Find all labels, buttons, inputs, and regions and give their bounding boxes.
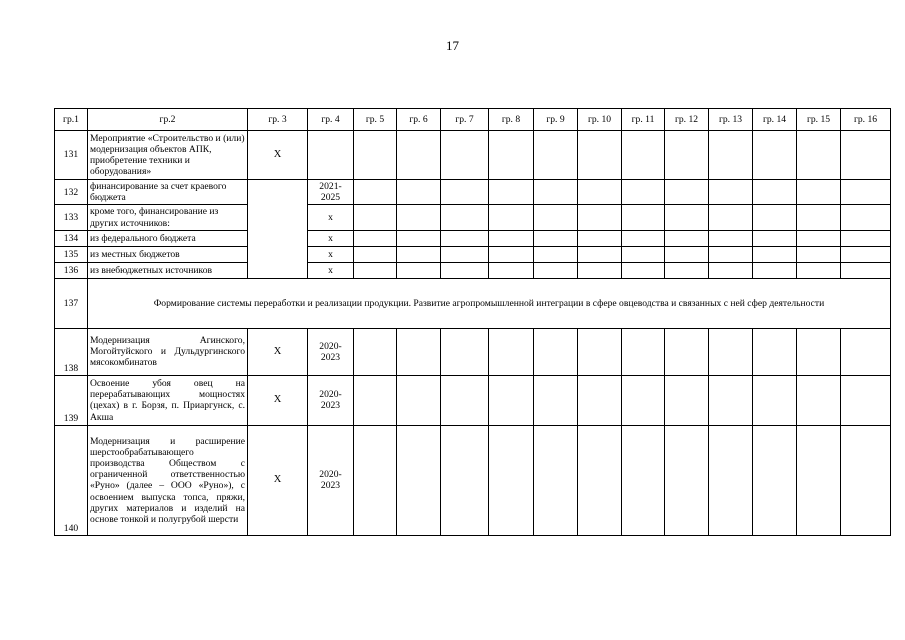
row-number: 137: [55, 278, 88, 328]
empty-cell: [753, 262, 797, 278]
row-number: 140: [55, 425, 88, 535]
empty-cell: [709, 328, 753, 375]
empty-cell: [622, 230, 665, 246]
header-cell: гр. 12: [665, 109, 709, 131]
empty-cell: [397, 375, 441, 425]
table-row: [55, 375, 891, 425]
empty-cell: [841, 425, 891, 535]
empty-cell: [753, 375, 797, 425]
empty-cell: [441, 375, 489, 425]
row-number: 133: [55, 205, 88, 230]
empty-cell: [397, 262, 441, 278]
empty-cell: [489, 230, 534, 246]
header-cell: гр. 10: [578, 109, 622, 131]
empty-cell: [753, 328, 797, 375]
empty-cell: [441, 180, 489, 205]
header-cell: гр. 9: [534, 109, 578, 131]
header-cell: гр.1: [55, 109, 88, 131]
row-description: из федерального бюджета: [88, 230, 248, 246]
table-row: [55, 246, 891, 262]
empty-cell: [841, 205, 891, 230]
empty-cell: [354, 425, 397, 535]
empty-cell: [397, 246, 441, 262]
empty-cell: [578, 425, 622, 535]
row-number: 134: [55, 230, 88, 246]
empty-cell: [354, 375, 397, 425]
header-cell: гр. 5: [354, 109, 397, 131]
empty-cell: [354, 131, 397, 180]
empty-cell: [534, 375, 578, 425]
empty-cell: [489, 328, 534, 375]
empty-cell: [622, 375, 665, 425]
empty-cell: [441, 230, 489, 246]
unit-cell: Х: [248, 425, 308, 535]
empty-cell: [841, 131, 891, 180]
period-cell: х: [308, 262, 354, 278]
empty-cell: [534, 131, 578, 180]
empty-cell: [441, 425, 489, 535]
section-row: [55, 278, 891, 328]
header-cell: гр. 3: [248, 109, 308, 131]
header-cell: гр. 7: [441, 109, 489, 131]
empty-cell: [841, 180, 891, 205]
table-row: [55, 230, 891, 246]
empty-cell: [489, 180, 534, 205]
row-number: 138: [55, 328, 88, 375]
empty-cell: [665, 262, 709, 278]
header-cell: гр. 13: [709, 109, 753, 131]
empty-cell: [797, 375, 841, 425]
empty-cell: [797, 205, 841, 230]
section-title: Формирование системы переработки и реализации продукции. Развитие агропромышленной интеграции в сфере овцеводства и связанных с ней сфер деятельности: [88, 278, 891, 328]
empty-cell: [753, 230, 797, 246]
empty-cell: [797, 246, 841, 262]
period-cell: [308, 131, 354, 180]
empty-cell: [578, 375, 622, 425]
empty-cell: [709, 425, 753, 535]
row-description: финансирование за счет краевого бюджета: [88, 180, 248, 205]
empty-cell: [397, 205, 441, 230]
program-table: [54, 108, 891, 536]
empty-cell: [534, 328, 578, 375]
header-cell: гр. 15: [797, 109, 841, 131]
empty-cell: [578, 131, 622, 180]
table-row: [55, 205, 891, 230]
period-cell: 2020-2023: [308, 425, 354, 535]
empty-cell: [397, 230, 441, 246]
empty-cell: [797, 230, 841, 246]
empty-cell: [441, 262, 489, 278]
empty-cell: [534, 230, 578, 246]
empty-cell: [753, 246, 797, 262]
empty-cell: [622, 205, 665, 230]
row-description: кроме того, финансирование из других источников:: [88, 205, 248, 230]
empty-cell: [397, 131, 441, 180]
unit-cell: Х: [248, 131, 308, 180]
header-cell: гр. 6: [397, 109, 441, 131]
unit-cell-merged: [248, 180, 308, 279]
empty-cell: [534, 246, 578, 262]
header-cell: гр. 16: [841, 109, 891, 131]
row-number: 132: [55, 180, 88, 205]
empty-cell: [489, 262, 534, 278]
header-cell: гр. 11: [622, 109, 665, 131]
empty-cell: [578, 230, 622, 246]
empty-cell: [709, 375, 753, 425]
empty-cell: [665, 328, 709, 375]
empty-cell: [354, 246, 397, 262]
period-cell: х: [308, 205, 354, 230]
row-description: Освоение убоя овец на перерабатывающих мощностях (цехах) в г. Борзя, п. Приаргунск, с. Акша: [88, 375, 248, 425]
empty-cell: [578, 180, 622, 205]
empty-cell: [753, 205, 797, 230]
empty-cell: [441, 131, 489, 180]
empty-cell: [665, 230, 709, 246]
empty-cell: [354, 328, 397, 375]
empty-cell: [797, 131, 841, 180]
empty-cell: [354, 180, 397, 205]
period-cell: х: [308, 246, 354, 262]
empty-cell: [397, 328, 441, 375]
empty-cell: [709, 246, 753, 262]
empty-cell: [354, 230, 397, 246]
empty-cell: [441, 246, 489, 262]
row-number: 139: [55, 375, 88, 425]
row-number: 136: [55, 262, 88, 278]
header-row: [55, 109, 891, 131]
empty-cell: [489, 131, 534, 180]
empty-cell: [622, 328, 665, 375]
empty-cell: [841, 230, 891, 246]
header-cell: гр.2: [88, 109, 248, 131]
empty-cell: [489, 205, 534, 230]
unit-cell: Х: [248, 328, 308, 375]
empty-cell: [841, 246, 891, 262]
empty-cell: [578, 205, 622, 230]
empty-cell: [665, 246, 709, 262]
empty-cell: [622, 180, 665, 205]
row-description: Мероприятие «Строительство и (или) модернизация объектов АПК, приобретение техники и оборудования»: [88, 131, 248, 180]
empty-cell: [534, 425, 578, 535]
empty-cell: [489, 246, 534, 262]
empty-cell: [489, 375, 534, 425]
empty-cell: [441, 205, 489, 230]
empty-cell: [709, 262, 753, 278]
empty-cell: [397, 180, 441, 205]
empty-cell: [534, 262, 578, 278]
empty-cell: [841, 375, 891, 425]
period-cell: 2020-2023: [308, 375, 354, 425]
table-row: [55, 262, 891, 278]
period-cell: 2020-2023: [308, 328, 354, 375]
row-description: из местных бюджетов: [88, 246, 248, 262]
empty-cell: [534, 180, 578, 205]
empty-cell: [797, 180, 841, 205]
empty-cell: [709, 205, 753, 230]
empty-cell: [397, 425, 441, 535]
header-cell: гр. 4: [308, 109, 354, 131]
period-cell: 2021-2025: [308, 180, 354, 205]
empty-cell: [797, 328, 841, 375]
header-cell: гр. 14: [753, 109, 797, 131]
table-row: [55, 131, 891, 180]
empty-cell: [578, 328, 622, 375]
empty-cell: [665, 375, 709, 425]
empty-cell: [354, 205, 397, 230]
empty-cell: [489, 425, 534, 535]
empty-cell: [578, 246, 622, 262]
row-number: 135: [55, 246, 88, 262]
row-description: Модернизация и расширение шерстообрабатывающего производства Обществом с ограниченной ответственностью «Руно» (далее – ООО «Руно»), с освоением выпуска топса, пряжи, других материалов и изделий на основе тонкой и полугрубой шерсти: [88, 425, 248, 535]
table-row: [55, 328, 891, 375]
empty-cell: [665, 131, 709, 180]
page-number: 17: [446, 38, 459, 53]
period-cell: х: [308, 230, 354, 246]
table-row: [55, 425, 891, 535]
empty-cell: [797, 425, 841, 535]
empty-cell: [665, 425, 709, 535]
row-description: Модернизация Агинского, Могойтуйского и Дульдургинского мясокомбинатов: [88, 328, 248, 375]
header-cell: гр. 8: [489, 109, 534, 131]
table-row: [55, 180, 891, 205]
empty-cell: [622, 131, 665, 180]
empty-cell: [753, 131, 797, 180]
empty-cell: [665, 180, 709, 205]
empty-cell: [622, 425, 665, 535]
empty-cell: [534, 205, 578, 230]
row-number: 131: [55, 131, 88, 180]
empty-cell: [709, 131, 753, 180]
empty-cell: [797, 262, 841, 278]
empty-cell: [841, 328, 891, 375]
unit-cell: Х: [248, 375, 308, 425]
empty-cell: [622, 246, 665, 262]
empty-cell: [709, 230, 753, 246]
empty-cell: [753, 425, 797, 535]
empty-cell: [622, 262, 665, 278]
empty-cell: [841, 262, 891, 278]
empty-cell: [354, 262, 397, 278]
empty-cell: [709, 180, 753, 205]
empty-cell: [441, 328, 489, 375]
empty-cell: [753, 180, 797, 205]
empty-cell: [578, 262, 622, 278]
empty-cell: [665, 205, 709, 230]
row-description: из внебюджетных источников: [88, 262, 248, 278]
